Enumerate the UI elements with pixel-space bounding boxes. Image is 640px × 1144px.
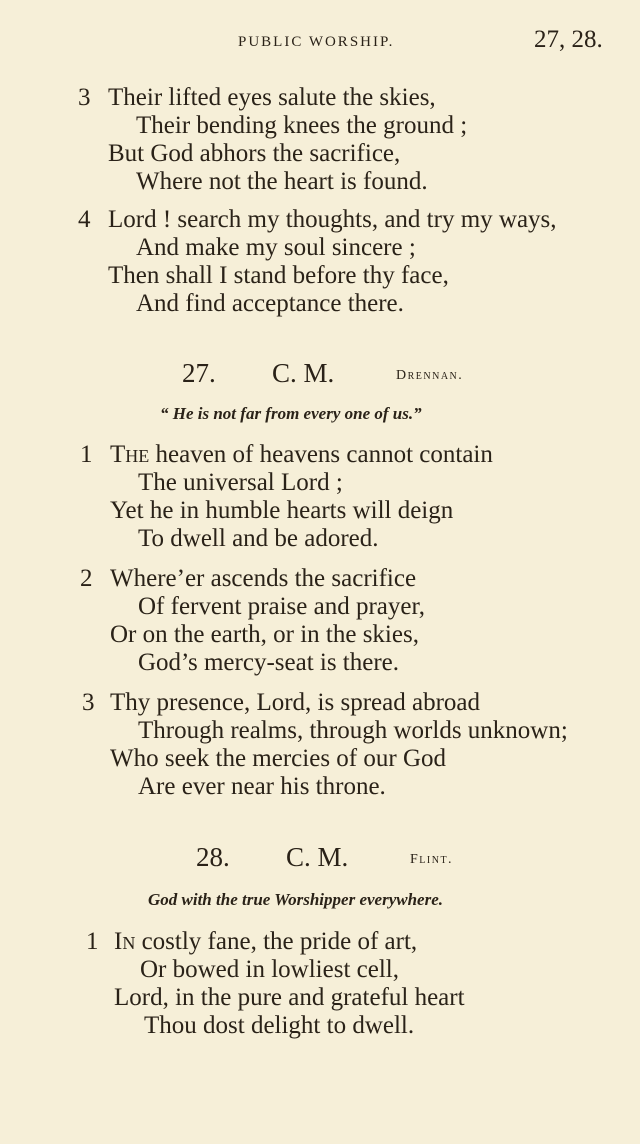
header-page-numbers: 27, 28.	[534, 26, 603, 53]
verse-line: And find acceptance there.	[136, 290, 404, 317]
verse-line: God’s mercy-seat is there.	[138, 649, 400, 676]
verse-line: Their lifted eyes salute the skies,	[108, 84, 436, 111]
stanza-number: 3	[78, 84, 91, 111]
verse-line: The universal Lord ;	[138, 469, 343, 496]
verse-line: Who seek the mercies of our God	[110, 745, 446, 772]
hymn-28-heading	[0, 842, 640, 876]
initial-word: The	[110, 441, 150, 468]
hymn-27-heading	[0, 358, 640, 392]
verse-line: Through realms, through worlds unknown;	[138, 717, 568, 744]
stanza-number: 1	[86, 928, 99, 955]
header-title: PUBLIC WORSHIP.	[238, 34, 395, 50]
verse-line	[110, 441, 493, 469]
hymn-epigraph: God with the true Worshipper everywhere.	[148, 890, 443, 909]
hymn-tune: Flint.	[410, 852, 454, 867]
stanza-number: 2	[80, 565, 93, 592]
verse-line: Or bowed in lowliest cell,	[140, 956, 399, 983]
verse-line: To dwell and be adored.	[138, 525, 379, 552]
verse-line	[114, 928, 417, 956]
verse-line: Thou dost delight to dwell.	[144, 1012, 415, 1039]
verse-line: Or on the earth, or in the skies,	[110, 621, 419, 648]
verse-line-rest: costly fane, the pride of art,	[141, 928, 418, 955]
verse-line: Lord ! search my thoughts, and try my ways,	[108, 206, 557, 233]
stanza-number: 4	[78, 206, 91, 233]
verse-line: Of fervent praise and prayer,	[138, 593, 426, 620]
hymn-meter: C. M.	[286, 842, 349, 872]
stanza-number: 1	[80, 441, 93, 468]
hymn-tune: Drennan.	[396, 368, 464, 383]
hymn-epigraph: “ He is not far from every one of us.”	[160, 404, 422, 423]
verse-line: And make my soul sincere ;	[136, 234, 416, 261]
verse-line: Are ever near his throne.	[138, 773, 386, 800]
verse-line: But God abhors the sacrifice,	[108, 140, 401, 167]
hymn-number: 27.	[182, 358, 216, 388]
verse-line: Thy presence, Lord, is spread abroad	[110, 689, 480, 716]
hymn-number: 28.	[196, 842, 230, 872]
verse-line: Their bending knees the ground ;	[136, 112, 468, 139]
verse-line: Yet he in humble hearts will deign	[110, 497, 454, 524]
verse-line: Then shall I stand before thy face,	[108, 262, 449, 289]
verse-line: Lord, in the pure and grateful heart	[114, 984, 465, 1011]
initial-word: In	[114, 928, 136, 955]
hymn-meter: C. M.	[272, 358, 335, 388]
stanza-number: 3	[82, 689, 95, 716]
verse-line: Where’er ascends the sacrifice	[110, 565, 417, 592]
running-header	[0, 26, 640, 56]
verse-line-rest: heaven of heavens cannot contain	[155, 441, 493, 468]
verse-line: Where not the heart is found.	[136, 168, 428, 195]
